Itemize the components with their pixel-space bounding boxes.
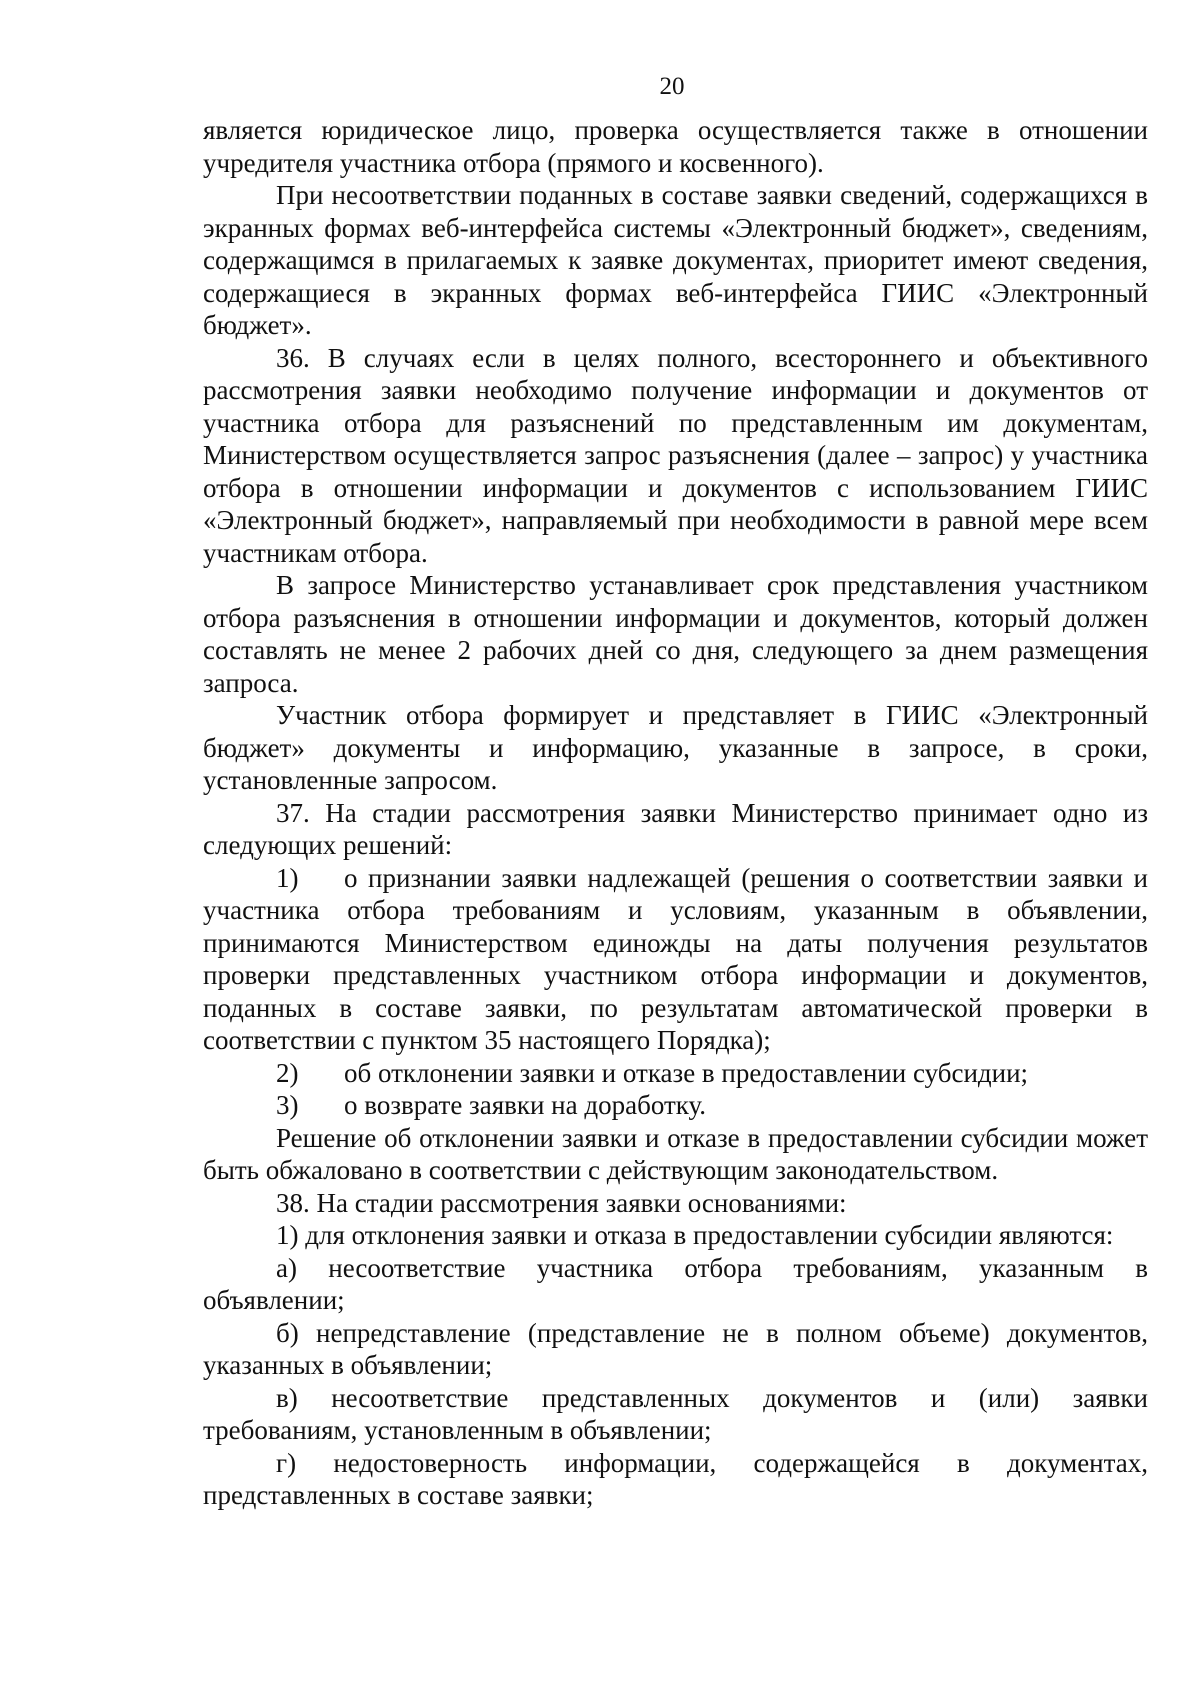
paragraph-continuation: является юридическое лицо, проверка осуществляется также в отношении учредителя участника отбора (прямого и косвенного). xyxy=(203,115,1148,178)
list-number: 1) xyxy=(276,862,299,893)
decision-item-1 xyxy=(203,862,1148,1057)
ground-item-g: г) недостоверность информации, содержащейся в документах, представленных в составе заявки; xyxy=(203,1447,1148,1510)
page-number: 20 xyxy=(659,73,685,100)
paragraph-grounds-rejection: 1) для отклонения заявки и отказа в предоставлении субсидии являются: xyxy=(276,1220,1114,1250)
decision-item-2 xyxy=(203,1057,1148,1090)
decision-item-text: о признании заявки надлежащей (решения о соответствии заявки и участника отбора требованиям и условиям, указанным в объявлении, принимаются Министерством единожды на даты получения результатов проверки представленных участником отбора информации и документов, поданных в составе заявки, по результатам автоматической проверки в соответствии с пунктом 35 настоящего Порядка); xyxy=(203,862,1148,1055)
paragraph-request-deadline: В запросе Министерство устанавливает срок представления участником отбора разъяснения в отношении информации и документов, который должен составлять не менее 2 рабочих дней со дня, следующего за днем размещения запроса. xyxy=(203,570,1148,698)
paragraph-37-decisions: 37. На стадии рассмотрения заявки Министерство принимает одно из следующих решений: xyxy=(203,797,1148,860)
decision-item-3 xyxy=(203,1089,1148,1122)
ground-item-v: в) несоответствие представленных документов и (или) заявки требованиям, установленным в объявлении; xyxy=(203,1382,1148,1445)
document-body xyxy=(203,114,1148,1512)
decision-item-text: об отклонении заявки и отказе в предоставлении субсидии; xyxy=(344,1057,1029,1088)
paragraph-appeal: Решение об отклонении заявки и отказе в предоставлении субсидии может быть обжаловано в соответствии с действующим законодательством. xyxy=(203,1122,1148,1185)
paragraph-priority-of-forms: При несоответствии поданных в составе заявки сведений, содержащихся в экранных формах веб-интерфейса системы «Электронный бюджет», сведениям, содержащимся в прилагаемых к заявке документах, приоритет имеют сведения, содержащиеся в экранных формах веб-интерфейса ГИИС «Электронный бюджет». xyxy=(203,180,1148,340)
list-number: 3) xyxy=(276,1090,299,1120)
list-number: 2) xyxy=(276,1057,299,1088)
ground-item-b: б) непредставление (представление не в полном объеме) документов, указанных в объявлении; xyxy=(203,1317,1148,1380)
paragraph-36-clarification-request: 36. В случаях если в целях полного, всестороннего и объективного рассмотрения заявки необходимо получение информации и документов от участника отбора для разъяснений по представленным им документам, Министерством осуществляется запрос разъяснения (далее – запрос) у участника отбора в отношении информации и документов с использованием ГИИС «Электронный бюджет», направляемый при необходимости в равной мере всем участникам отбора. xyxy=(203,342,1148,568)
ground-item-a: а) несоответствие участника отбора требованиям, указанным в объявлении; xyxy=(203,1252,1148,1315)
paragraph-participant-response: Участник отбора формирует и представляет в ГИИС «Электронный бюджет» документы и информацию, указанные в запросе, в сроки, установленные запросом. xyxy=(203,700,1148,795)
paragraph-38-grounds: 38. На стадии рассмотрения заявки основаниями: xyxy=(276,1187,847,1218)
decision-item-text: о возврате заявки на доработку. xyxy=(344,1090,707,1120)
